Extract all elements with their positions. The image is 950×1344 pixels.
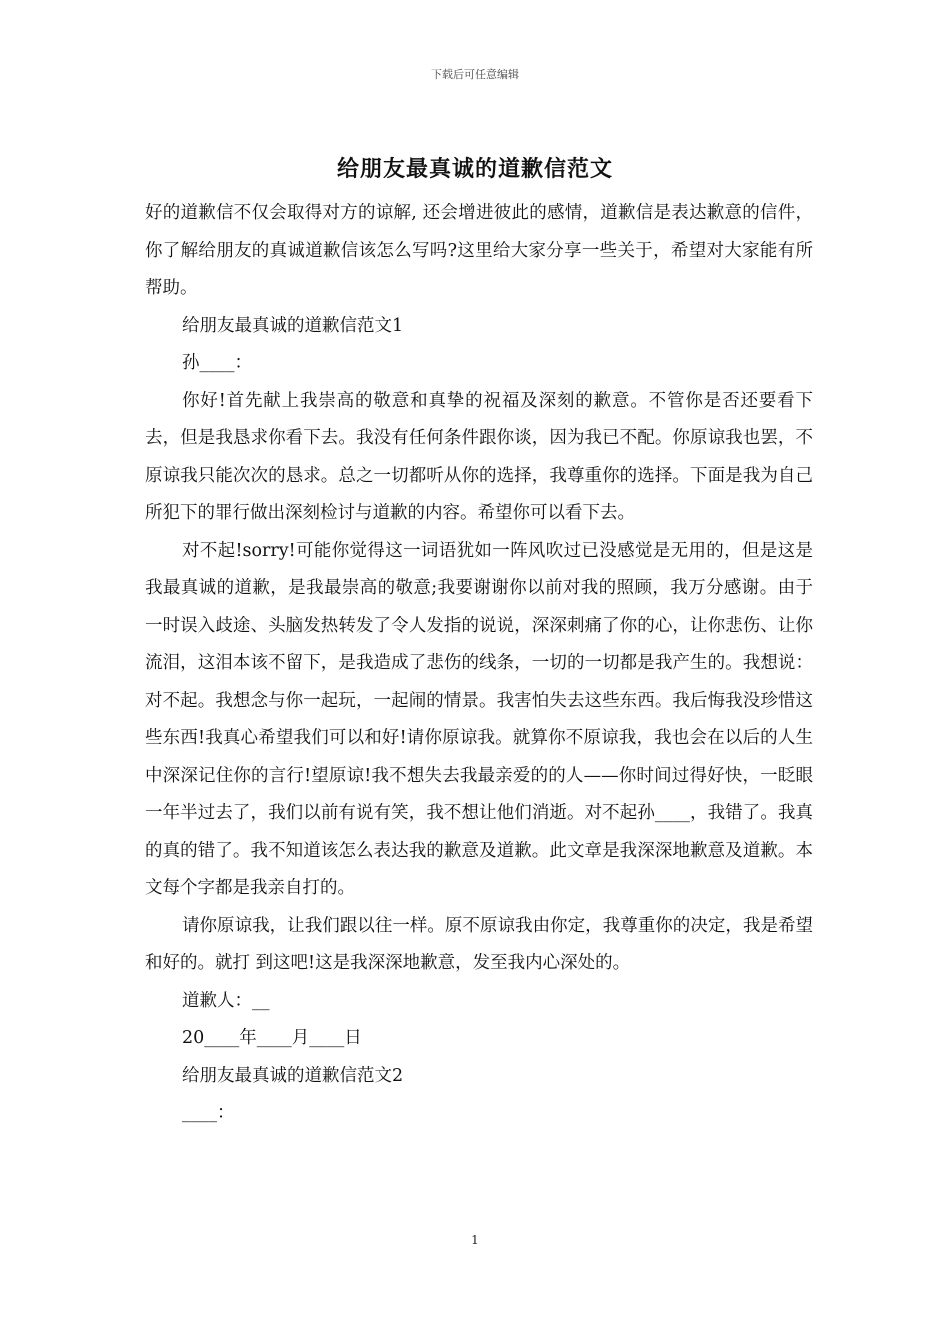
letter-paragraph: 你好!首先献上我崇高的敬意和真挚的祝福及深刻的歉意。不管你是否还要看下去，但是我恳求你看下去。我没有任何条件跟你谈，因为我已不配。你原谅我也罢，不原谅我只能次次的恳求。总之一切都听从你的选择，我尊重你的选择。下面是我为自己所犯下的罪行做出深刻检讨与道歉的内容。希望你可以看下去。 — [145, 390, 813, 523]
salutation-2: ____： — [182, 1103, 235, 1123]
document-title: 给朋友最真诚的道歉信范文 — [336, 157, 613, 182]
letter-paragraph: 对不起!sorry!可能你觉得这一词语犹如一阵风吹过已没感觉是无用的，但是这是我最真诚的道歉，是我最崇高的敬意;我要谢谢你以前对我的照顾，我万分感谢。由于一时误入歧途、头脑发热转发了令人发指的说说，深深刺痛了你的心，让你悲伤、让你流泪，这泪本该不留下，是我造成了悲伤的线条，一切的一切都是我产生的。我想说：对不起。我想念与你一起玩，一起闹的情景。我害怕失去这些东西。我后悔我没珍惜这些东西!我真心希望我们可以和好!请你原谅我。就算你不原谅我，我也会在以后的人生中深深记住你的言行!望原谅!我不想失去我最亲爱的的人——你时间过得好快，一眨眼一年半过去了，我们以前有说有笑，我不想让他们消逝。对不起孙____，我错了。我真的真的错了。我不知道该怎么表达我的歉意及道歉。此文章是我深深地歉意及道歉。本文每个字都是我亲自打的。 — [145, 540, 813, 898]
section-heading-1: 给朋友最真诚的道歉信范文1 — [182, 315, 404, 336]
date-line: 20____年____月____日 — [182, 1028, 362, 1048]
letter-paragraph: 请你原谅我，让我们跟以往一样。原不原谅我由你定，我尊重你的决定，我是希望和好的。就打 到这吧!这是我深深地歉意，发至我内心深处的。 — [145, 915, 813, 973]
header-note: 下载后可任意编辑 — [431, 68, 519, 81]
signature-line: 道歉人：__ — [182, 990, 270, 1011]
salutation-1: 孙____： — [182, 353, 252, 373]
page-number: 1 — [471, 1233, 479, 1247]
document-body — [145, 195, 813, 1133]
section-heading-2: 给朋友最真诚的道歉信范文2 — [182, 1065, 404, 1086]
intro-paragraph: 好的道歉信不仅会取得对方的谅解, 还会增进彼此的感情，道歉信是表达歉意的信件，你了解给朋友的真诚道歉信该怎么写吗?这里给大家分享一些关于，希望对大家能有所帮助。 — [145, 203, 813, 298]
